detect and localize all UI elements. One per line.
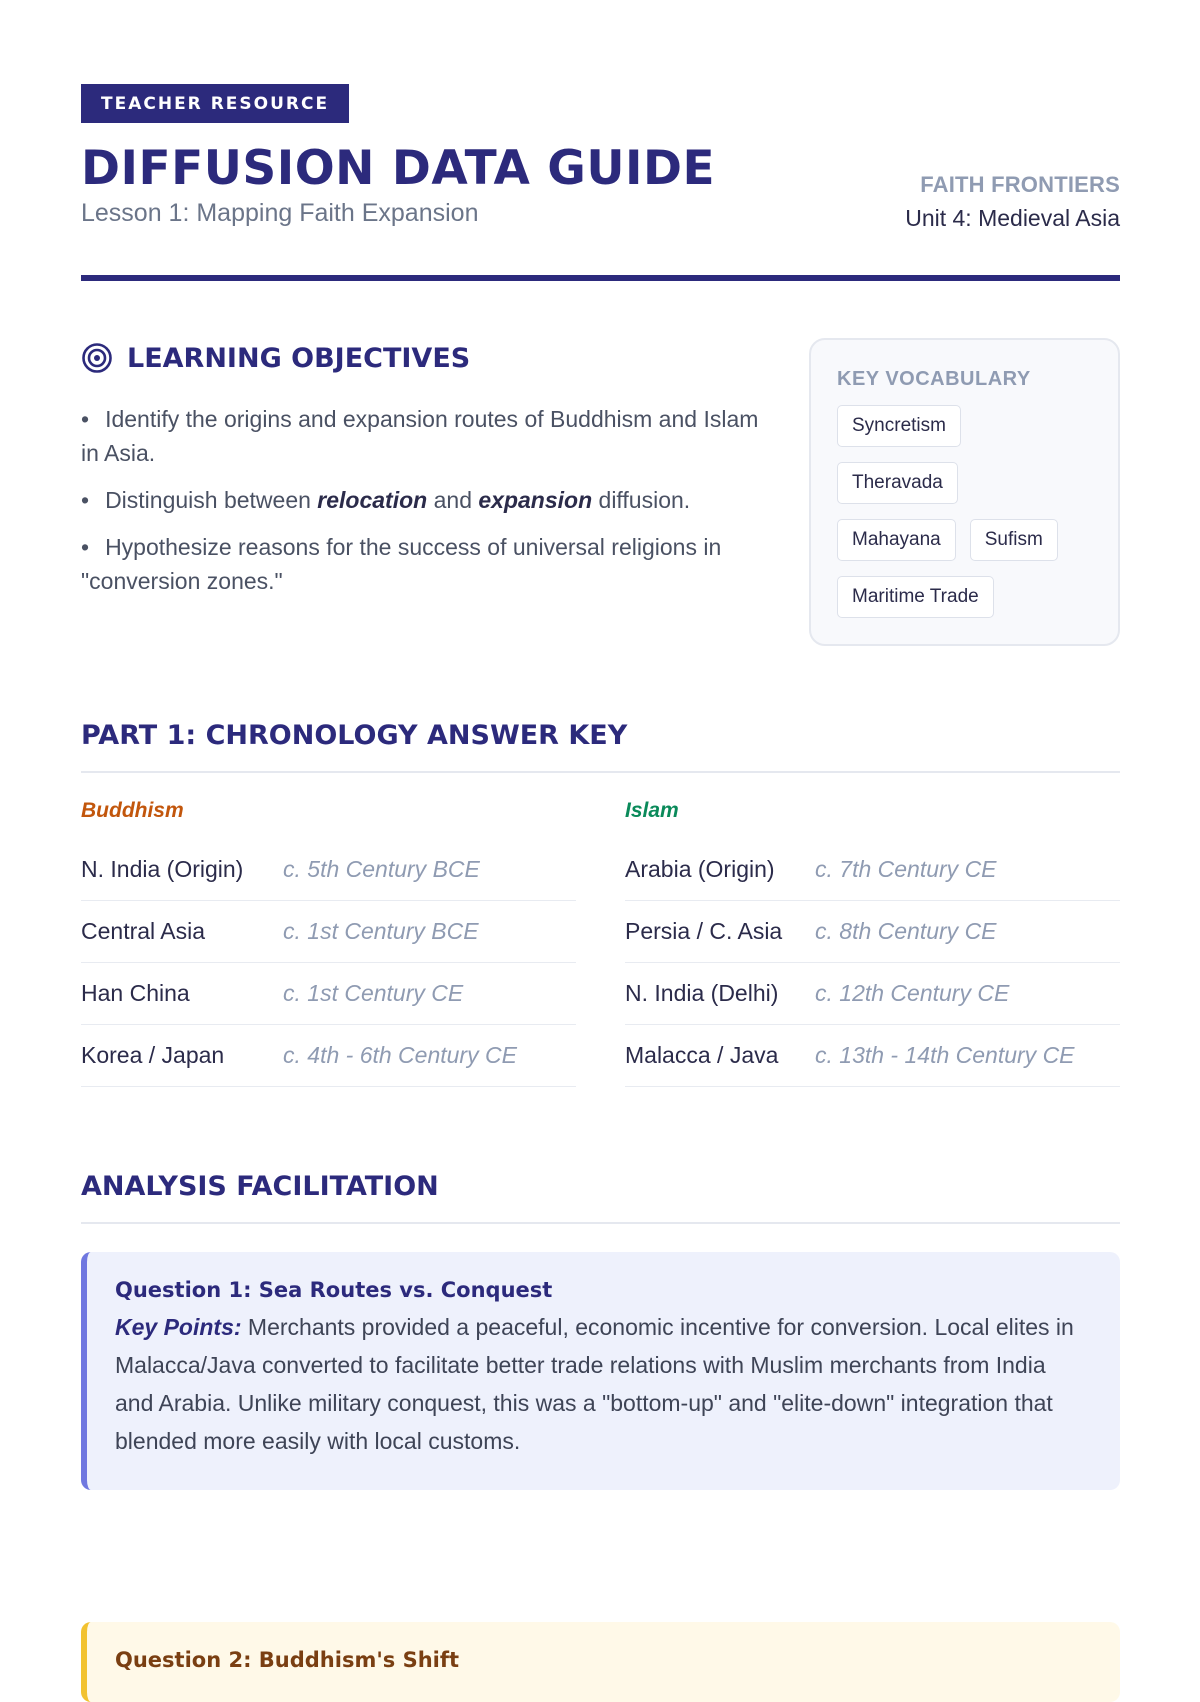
- objective-emphasis: relocation: [317, 487, 428, 513]
- place-cell: Han China: [81, 980, 190, 1006]
- target-icon: [81, 342, 113, 374]
- header-meta: [905, 172, 1120, 232]
- date-cell: c. 1st Century CE: [283, 980, 464, 1006]
- objective-item: [81, 530, 761, 598]
- table-row: [625, 963, 1120, 1025]
- table-row: [625, 901, 1120, 963]
- objective-text: and: [427, 487, 479, 513]
- objective-text: Hypothesize reasons for the success of universal religions in "conversion zones.": [81, 534, 722, 594]
- date-cell: c. 13th - 14th Century CE: [815, 1042, 1075, 1068]
- buddhism-label: Buddhism: [81, 799, 184, 822]
- unit-label: Unit 4: Medieval Asia: [905, 205, 1120, 231]
- vocab-chip: Theravada: [837, 462, 958, 504]
- question-1-title: Question 1: Sea Routes vs. Conquest: [115, 1278, 553, 1302]
- analysis-section: [81, 1171, 1120, 1672]
- date-cell: c. 4th - 6th Century CE: [283, 1042, 517, 1068]
- analysis-title: ANALYSIS FACILITATION: [81, 1171, 1120, 1224]
- chronology-section: [81, 720, 1120, 1087]
- question-1-card: [81, 1252, 1120, 1490]
- objectives-list: [81, 402, 761, 598]
- objective-item: [81, 483, 761, 517]
- key-vocabulary-box: [809, 338, 1120, 646]
- date-cell: c. 7th Century CE: [815, 856, 997, 882]
- place-cell: Malacca / Java: [625, 1042, 779, 1068]
- question-2-card: [81, 1622, 1120, 1702]
- table-row: [81, 901, 576, 963]
- page-title: DIFFUSION DATA GUIDE: [81, 141, 716, 196]
- chronology-title: PART 1: CHRONOLOGY ANSWER KEY: [81, 720, 1120, 773]
- islam-label: Islam: [625, 799, 679, 822]
- objectives-title: LEARNING OBJECTIVES: [127, 342, 471, 374]
- place-cell: Korea / Japan: [81, 1042, 225, 1068]
- vocabulary-title: KEY VOCABULARY: [837, 368, 1031, 390]
- vocab-chip: Maritime Trade: [837, 576, 994, 618]
- buddhism-column: [81, 799, 576, 1087]
- place-cell: N. India (Delhi): [625, 980, 779, 1006]
- place-cell: Central Asia: [81, 918, 206, 944]
- date-cell: c. 8th Century CE: [815, 918, 997, 944]
- objective-item: [81, 402, 761, 470]
- place-cell: Persia / C. Asia: [625, 918, 783, 944]
- vocab-chip: Sufism: [970, 519, 1058, 561]
- question-1-body: [115, 1308, 1090, 1460]
- vocab-chip: Mahayana: [837, 519, 956, 561]
- teacher-resource-badge: TEACHER RESOURCE: [81, 84, 349, 123]
- table-row: [81, 839, 576, 901]
- learning-objectives: [81, 342, 761, 611]
- page: [81, 84, 1120, 1672]
- islam-column: [625, 799, 1120, 1087]
- series-name: FAITH FRONTIERS: [920, 172, 1120, 197]
- table-row: [625, 839, 1120, 901]
- objective-text: diffusion.: [592, 487, 691, 513]
- objective-text: Identify the origins and expansion routes of Buddhism and Islam in Asia.: [81, 406, 759, 466]
- table-row: [81, 963, 576, 1025]
- page-subtitle: Lesson 1: Mapping Faith Expansion: [81, 199, 479, 227]
- date-cell: c. 12th Century CE: [815, 980, 1010, 1006]
- question-1-text: Merchants provided a peaceful, economic incentive for conversion. Local elites in Malacca/Java converted to facilitate better trade relations with Muslim merchants from India and Arabia. Unlike military conquest, this was a "bottom-up" and "elite-down" integration that blended more easily with local customs.: [115, 1314, 1074, 1454]
- table-row: [625, 1025, 1120, 1087]
- vocab-chip: Syncretism: [837, 405, 961, 447]
- objective-text: Distinguish between: [105, 487, 318, 513]
- date-cell: c. 1st Century BCE: [283, 918, 479, 944]
- table-row: [81, 1025, 576, 1087]
- date-cell: c. 5th Century BCE: [283, 856, 480, 882]
- key-points-label: Key Points:: [115, 1314, 242, 1340]
- vocabulary-chips: [837, 405, 1087, 618]
- place-cell: N. India (Origin): [81, 856, 244, 882]
- place-cell: Arabia (Origin): [625, 856, 775, 882]
- header-divider: [81, 275, 1120, 281]
- question-2-title: Question 2: Buddhism's Shift: [115, 1648, 460, 1672]
- objective-emphasis: expansion: [478, 487, 593, 513]
